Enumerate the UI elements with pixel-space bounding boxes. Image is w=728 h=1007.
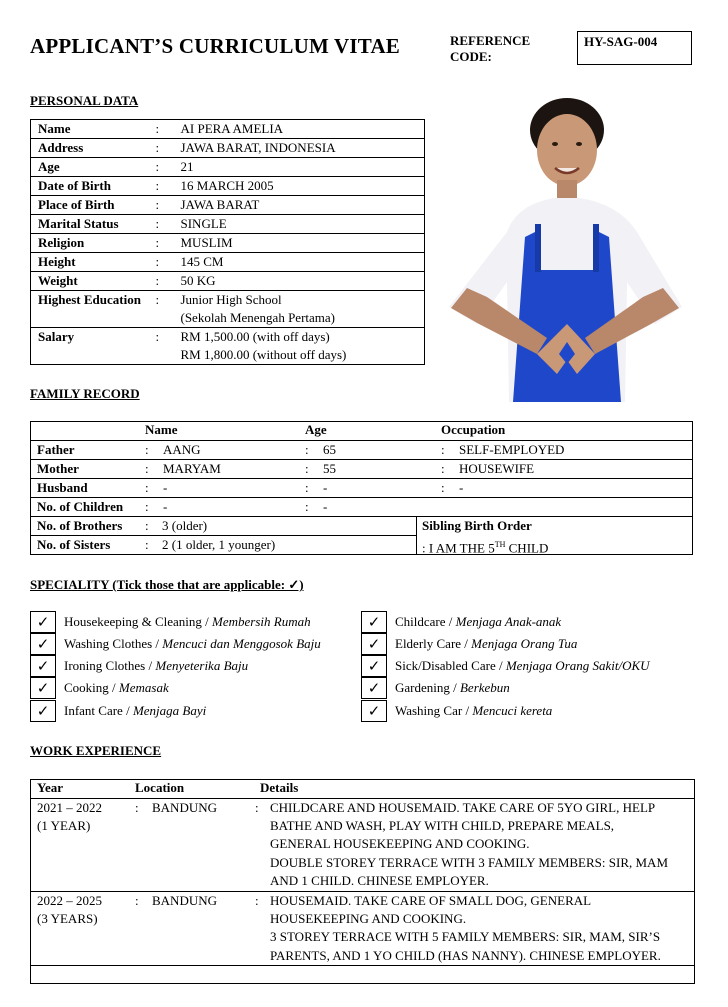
family-occupation — [434, 497, 693, 516]
brothers-label: No. of Brothers — [37, 518, 123, 533]
personal-colon: : — [156, 234, 174, 253]
colon: : — [135, 799, 139, 815]
colon: : — [441, 460, 445, 476]
work-details-household: 3 STOREY TERRACE WITH 5 FAMILY MEMBERS: SIR, MAM, SIR’S PARENTS, AND 1 YO CHILD (HAS NANNY). CHINESE EMPLOYER. — [270, 929, 661, 963]
speciality-item — [30, 633, 321, 655]
personal-row — [31, 253, 425, 272]
checkbox-checked[interactable]: ✓ — [30, 655, 56, 677]
work-colon: : — [253, 798, 270, 891]
work-year — [30, 891, 128, 966]
work-header-location: Location — [128, 779, 253, 798]
personal-row — [31, 177, 425, 196]
speciality-heading — [30, 577, 304, 593]
speciality-item — [30, 700, 206, 722]
page-title: APPLICANT’S CURRICULUM VITAE — [30, 34, 401, 58]
family-header-name: Name — [145, 422, 178, 437]
sibling-divider — [30, 516, 693, 517]
brothers-colon: : — [145, 518, 149, 533]
personal-colon: : — [156, 139, 174, 158]
family-occupation — [434, 478, 693, 497]
checkbox-checked[interactable]: ✓ — [30, 633, 56, 655]
checkbox-checked[interactable]: ✓ — [30, 700, 56, 722]
family-header-blank — [30, 421, 138, 440]
family-label: Mother — [30, 459, 138, 478]
reference-code-value: HY-SAG-004 — [577, 31, 692, 65]
family-age — [298, 478, 434, 497]
personal-value — [174, 120, 425, 139]
sibling-order-value — [422, 536, 548, 557]
personal-value-line: RM 1,500.00 (with off days) — [180, 329, 330, 344]
personal-colon: : — [156, 158, 174, 177]
work-location — [128, 798, 253, 891]
speciality-malay: Menjaga Anak-anak — [455, 614, 562, 629]
speciality-label — [64, 614, 311, 630]
work-row — [30, 891, 695, 966]
work-duration: (1 YEAR) — [37, 817, 91, 833]
colon: : — [145, 498, 149, 514]
reference-code-label — [450, 33, 560, 65]
speciality-english: Ironing Clothes / — [64, 658, 156, 673]
speciality-item — [361, 677, 510, 699]
work-details-duties: CHILDCARE AND HOUSEMAID. TAKE CARE OF 5YO GIRL, HELP BATHE AND WASH, PLAY WITH CHILD, PREPARE MEALS, GENERAL HOUSEKEEPING AND COOKING. — [270, 799, 655, 852]
speciality-label — [395, 614, 561, 630]
sisters-label: No. of Sisters — [37, 537, 111, 552]
checkbox-checked[interactable]: ✓ — [361, 700, 387, 722]
family-label: Father — [30, 440, 138, 459]
family-row — [30, 459, 693, 478]
personal-label: Religion — [31, 234, 156, 253]
family-occupation — [434, 459, 693, 478]
personal-value — [174, 234, 425, 253]
family-header-occupation: Occupation — [441, 422, 506, 437]
work-experience-table — [30, 779, 695, 966]
personal-value — [174, 291, 425, 328]
personal-value-line: Junior High School — [180, 292, 282, 307]
code-label: CODE: — [450, 49, 492, 64]
personal-value-line: 16 MARCH 2005 — [180, 178, 274, 193]
work-header-year: Year — [30, 779, 128, 798]
personal-label: Height — [31, 253, 156, 272]
personal-row — [31, 139, 425, 158]
speciality-subtitle: (Tick those that are applicable: ✓) — [112, 577, 304, 592]
personal-value — [174, 253, 425, 272]
personal-value-line-2: RM 1,800.00 (without off days) — [180, 347, 347, 362]
speciality-label — [395, 658, 650, 674]
family-name — [138, 459, 298, 478]
family-age — [298, 459, 434, 478]
personal-row — [31, 215, 425, 234]
personal-value — [174, 215, 425, 234]
family-name-value: MARYAM — [163, 460, 221, 476]
speciality-english: Infant Care / — [64, 703, 133, 718]
personal-value-line-2: (Sekolah Menengah Pertama) — [180, 310, 336, 325]
family-occupation-value: SELF-EMPLOYED — [459, 441, 565, 457]
sibling-order-suffix: CHILD — [505, 540, 549, 556]
work-year — [30, 798, 128, 891]
speciality-label — [64, 658, 248, 674]
speciality-english: Childcare / — [395, 614, 456, 629]
personal-label: Place of Birth — [31, 196, 156, 215]
family-row — [30, 497, 693, 516]
speciality-malay: Memasak — [118, 680, 169, 695]
sibling-order-label: Sibling Birth Order — [422, 518, 532, 533]
colon: : — [441, 479, 445, 495]
applicant-photo — [437, 92, 692, 402]
sibling-vertical-divider — [416, 516, 417, 555]
speciality-title: SPECIALITY — [30, 577, 109, 592]
speciality-english: Cooking / — [64, 680, 119, 695]
family-age-value: - — [323, 479, 328, 495]
sibling-order-sup: TH — [494, 540, 506, 549]
colon: : — [145, 479, 149, 495]
work-year-range: 2022 – 2025 — [37, 892, 102, 908]
colon: : — [441, 441, 445, 457]
personal-row — [31, 196, 425, 215]
checkbox-checked[interactable]: ✓ — [361, 633, 387, 655]
personal-row — [31, 291, 425, 328]
family-header-age: Age — [305, 422, 327, 437]
speciality-malay: Membersih Rumah — [212, 614, 311, 629]
work-details-household: DOUBLE STOREY TERRACE WITH 3 FAMILY MEMBERS: SIR, MAM AND 1 CHILD. CHINESE EMPLOYER. — [270, 854, 668, 889]
work-location-value: BANDUNG — [152, 799, 217, 815]
personal-row — [31, 120, 425, 139]
personal-value-line: AI PERA AMELIA — [180, 121, 284, 136]
colon: : — [145, 441, 149, 457]
work-year-range: 2021 – 2022 — [37, 799, 102, 815]
work-header-details: Details — [253, 779, 695, 798]
personal-label: Date of Birth — [31, 177, 156, 196]
speciality-malay: Mencuci dan Menggosok Baju — [162, 636, 321, 651]
colon: : — [305, 479, 309, 495]
family-record-table — [30, 421, 693, 516]
personal-row — [31, 328, 425, 365]
personal-colon: : — [156, 272, 174, 291]
work-details — [270, 891, 695, 966]
family-age — [298, 497, 434, 516]
family-label: No. of Children — [30, 497, 138, 516]
colon: : — [135, 892, 139, 908]
personal-value — [174, 158, 425, 177]
speciality-malay: Mencuci kereta — [472, 703, 553, 718]
personal-label: Name — [31, 120, 156, 139]
personal-colon: : — [156, 177, 174, 196]
speciality-label — [395, 680, 510, 696]
speciality-malay: Menjaga Orang Sakit/OKU — [505, 658, 650, 673]
family-age-value: 65 — [323, 441, 336, 457]
personal-colon: : — [156, 196, 174, 215]
checkbox-checked[interactable]: ✓ — [361, 611, 387, 633]
work-colon: : — [253, 891, 270, 966]
work-experience-heading: WORK EXPERIENCE — [30, 743, 162, 758]
personal-value-line: MUSLIM — [180, 235, 233, 250]
personal-label: Weight — [31, 272, 156, 291]
speciality-item — [361, 633, 577, 655]
family-row — [30, 440, 693, 459]
personal-value — [174, 139, 425, 158]
family-name-value: - — [163, 498, 168, 514]
speciality-label — [64, 680, 169, 696]
speciality-malay: Menyeterika Baju — [155, 658, 249, 673]
speciality-label — [64, 703, 206, 719]
personal-label: Highest Education — [31, 291, 156, 328]
reference-label: REFERENCE — [450, 33, 531, 48]
personal-value-line: JAWA BARAT — [180, 197, 260, 212]
speciality-item — [361, 611, 561, 633]
work-details — [270, 798, 695, 891]
family-age-value: - — [323, 498, 328, 514]
speciality-english: Washing Car / — [395, 703, 473, 718]
speciality-item — [361, 700, 552, 722]
personal-data-table — [30, 119, 425, 365]
family-label: Husband — [30, 478, 138, 497]
personal-value — [174, 196, 425, 215]
checkbox-checked[interactable]: ✓ — [361, 677, 387, 699]
personal-label: Marital Status — [31, 215, 156, 234]
speciality-malay: Menjaga Bayi — [132, 703, 207, 718]
brothers-value: 3 (older) — [162, 518, 208, 533]
family-occupation — [434, 440, 693, 459]
personal-value — [174, 177, 425, 196]
family-name — [138, 497, 298, 516]
personal-row — [31, 158, 425, 177]
speciality-item — [30, 611, 311, 633]
family-occupation-value: - — [459, 479, 464, 495]
personal-value-line: 145 CM — [180, 254, 224, 269]
work-row — [30, 798, 695, 891]
work-duration: (3 YEARS) — [37, 910, 98, 926]
personal-colon: : — [156, 253, 174, 272]
personal-value-line: 50 KG — [180, 273, 216, 288]
personal-value-line: 21 — [180, 159, 194, 174]
speciality-label — [395, 636, 577, 652]
family-age — [298, 440, 434, 459]
colon: : — [305, 460, 309, 476]
speciality-english: Housekeeping & Cleaning / — [64, 614, 213, 629]
personal-row — [31, 234, 425, 253]
speciality-label — [395, 703, 552, 719]
family-name — [138, 478, 298, 497]
family-age-value: 55 — [323, 460, 336, 476]
personal-colon: : — [156, 328, 174, 365]
personal-colon: : — [156, 291, 174, 328]
family-occupation-value: HOUSEWIFE — [459, 460, 535, 476]
speciality-english: Sick/Disabled Care / — [395, 658, 506, 673]
personal-colon: : — [156, 120, 174, 139]
speciality-item — [361, 655, 650, 677]
checkbox-checked[interactable]: ✓ — [361, 655, 387, 677]
personal-value-line: SINGLE — [180, 216, 227, 231]
speciality-malay: Berkebun — [459, 680, 510, 695]
speciality-english: Washing Clothes / — [64, 636, 163, 651]
personal-value — [174, 328, 425, 365]
work-location-value: BANDUNG — [152, 892, 217, 908]
colon: : — [305, 441, 309, 457]
personal-label: Age — [31, 158, 156, 177]
family-record-heading: FAMILY RECORD — [30, 386, 140, 401]
sisters-colon: : — [145, 537, 149, 552]
checkbox-checked[interactable]: ✓ — [30, 611, 56, 633]
speciality-english: Gardening / — [395, 680, 460, 695]
sisters-value: 2 (1 older, 1 younger) — [162, 537, 276, 552]
personal-colon: : — [156, 215, 174, 234]
speciality-english: Elderly Care / — [395, 636, 472, 651]
colon: : — [305, 498, 309, 514]
personal-data-heading: PERSONAL DATA — [30, 93, 139, 108]
work-location — [128, 891, 253, 966]
personal-label: Salary — [31, 328, 156, 365]
checkbox-checked[interactable]: ✓ — [30, 677, 56, 699]
speciality-malay: Menjaga Orang Tua — [471, 636, 578, 651]
speciality-label — [64, 636, 321, 652]
family-name — [138, 440, 298, 459]
personal-value — [174, 272, 425, 291]
family-name-value: AANG — [163, 441, 201, 457]
family-name-value: - — [163, 479, 168, 495]
personal-label: Address — [31, 139, 156, 158]
work-details-duties: HOUSEMAID. TAKE CARE OF SMALL DOG, GENERAL HOUSEKEEPING AND COOKING. — [270, 892, 591, 926]
speciality-item — [30, 677, 169, 699]
sibling-order-prefix: : I AM THE 5 — [422, 540, 495, 556]
speciality-item — [30, 655, 248, 677]
colon: : — [145, 460, 149, 476]
family-row — [30, 478, 693, 497]
personal-row — [31, 272, 425, 291]
personal-value-line: JAWA BARAT, INDONESIA — [180, 140, 336, 155]
